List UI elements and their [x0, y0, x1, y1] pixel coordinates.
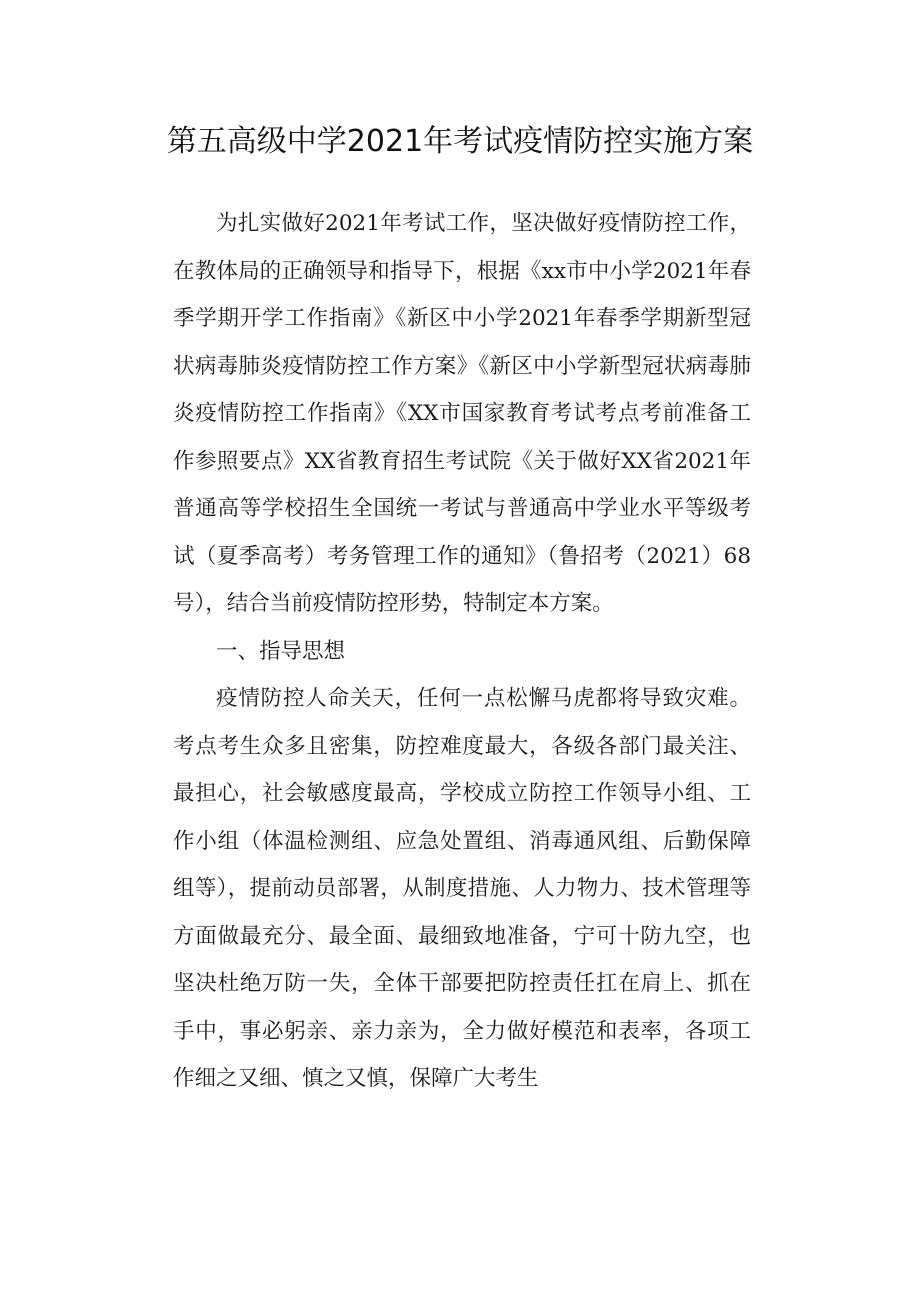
document-body [173, 200, 751, 1103]
section-paragraph: 疫情防控人命关天，任何一点松懈马虎都将导致灾难。考点考生众多且密集，防控难度最大，各级各部门最关注、最担心，社会敏感度最高，学校成立防控工作领导小组、工作小组（体温检测组、应急处置组、消毒通风组、后勤保障组等），提前动员部署，从制度措施、人力物力、技术管理等方面做最充分、最全面、最细致地准备，宁可十防九空，也坚决杜绝万防一失，全体干部要把防控责任扛在肩上、抓在手中，事必躬亲、亲力亲为，全力做好模范和表率，各项工作细之又细、慎之又慎，保障广大考生 [173, 686, 751, 1091]
section-heading: 一、指导思想 [216, 638, 346, 664]
intro-paragraph: 为扎实做好2021年考试工作，坚决做好疫情防控工作，在教体局的正确领导和指导下，根据《xx市中小学2021年春季学期开学工作指南》《新区中小学2021年春季学期新型冠状病毒肺炎疫情防控工作方案》《新区中小学新型冠状病毒肺炎疫情防控工作指南》《XX市国家教育考试考点考前准备工作参照要点》XX省教育招生考试院《关于做好XX省2021年普通高等学校招生全国统一考试与普通高中学业水平等级考试（夏季高考）考务管理工作的通知》（鲁招考（2021）68号），结合当前疫情防控形势，特制定本方案。 [173, 211, 751, 616]
document-title: 第五高级中学2021年考试疫情防控实施方案 [166, 124, 754, 159]
